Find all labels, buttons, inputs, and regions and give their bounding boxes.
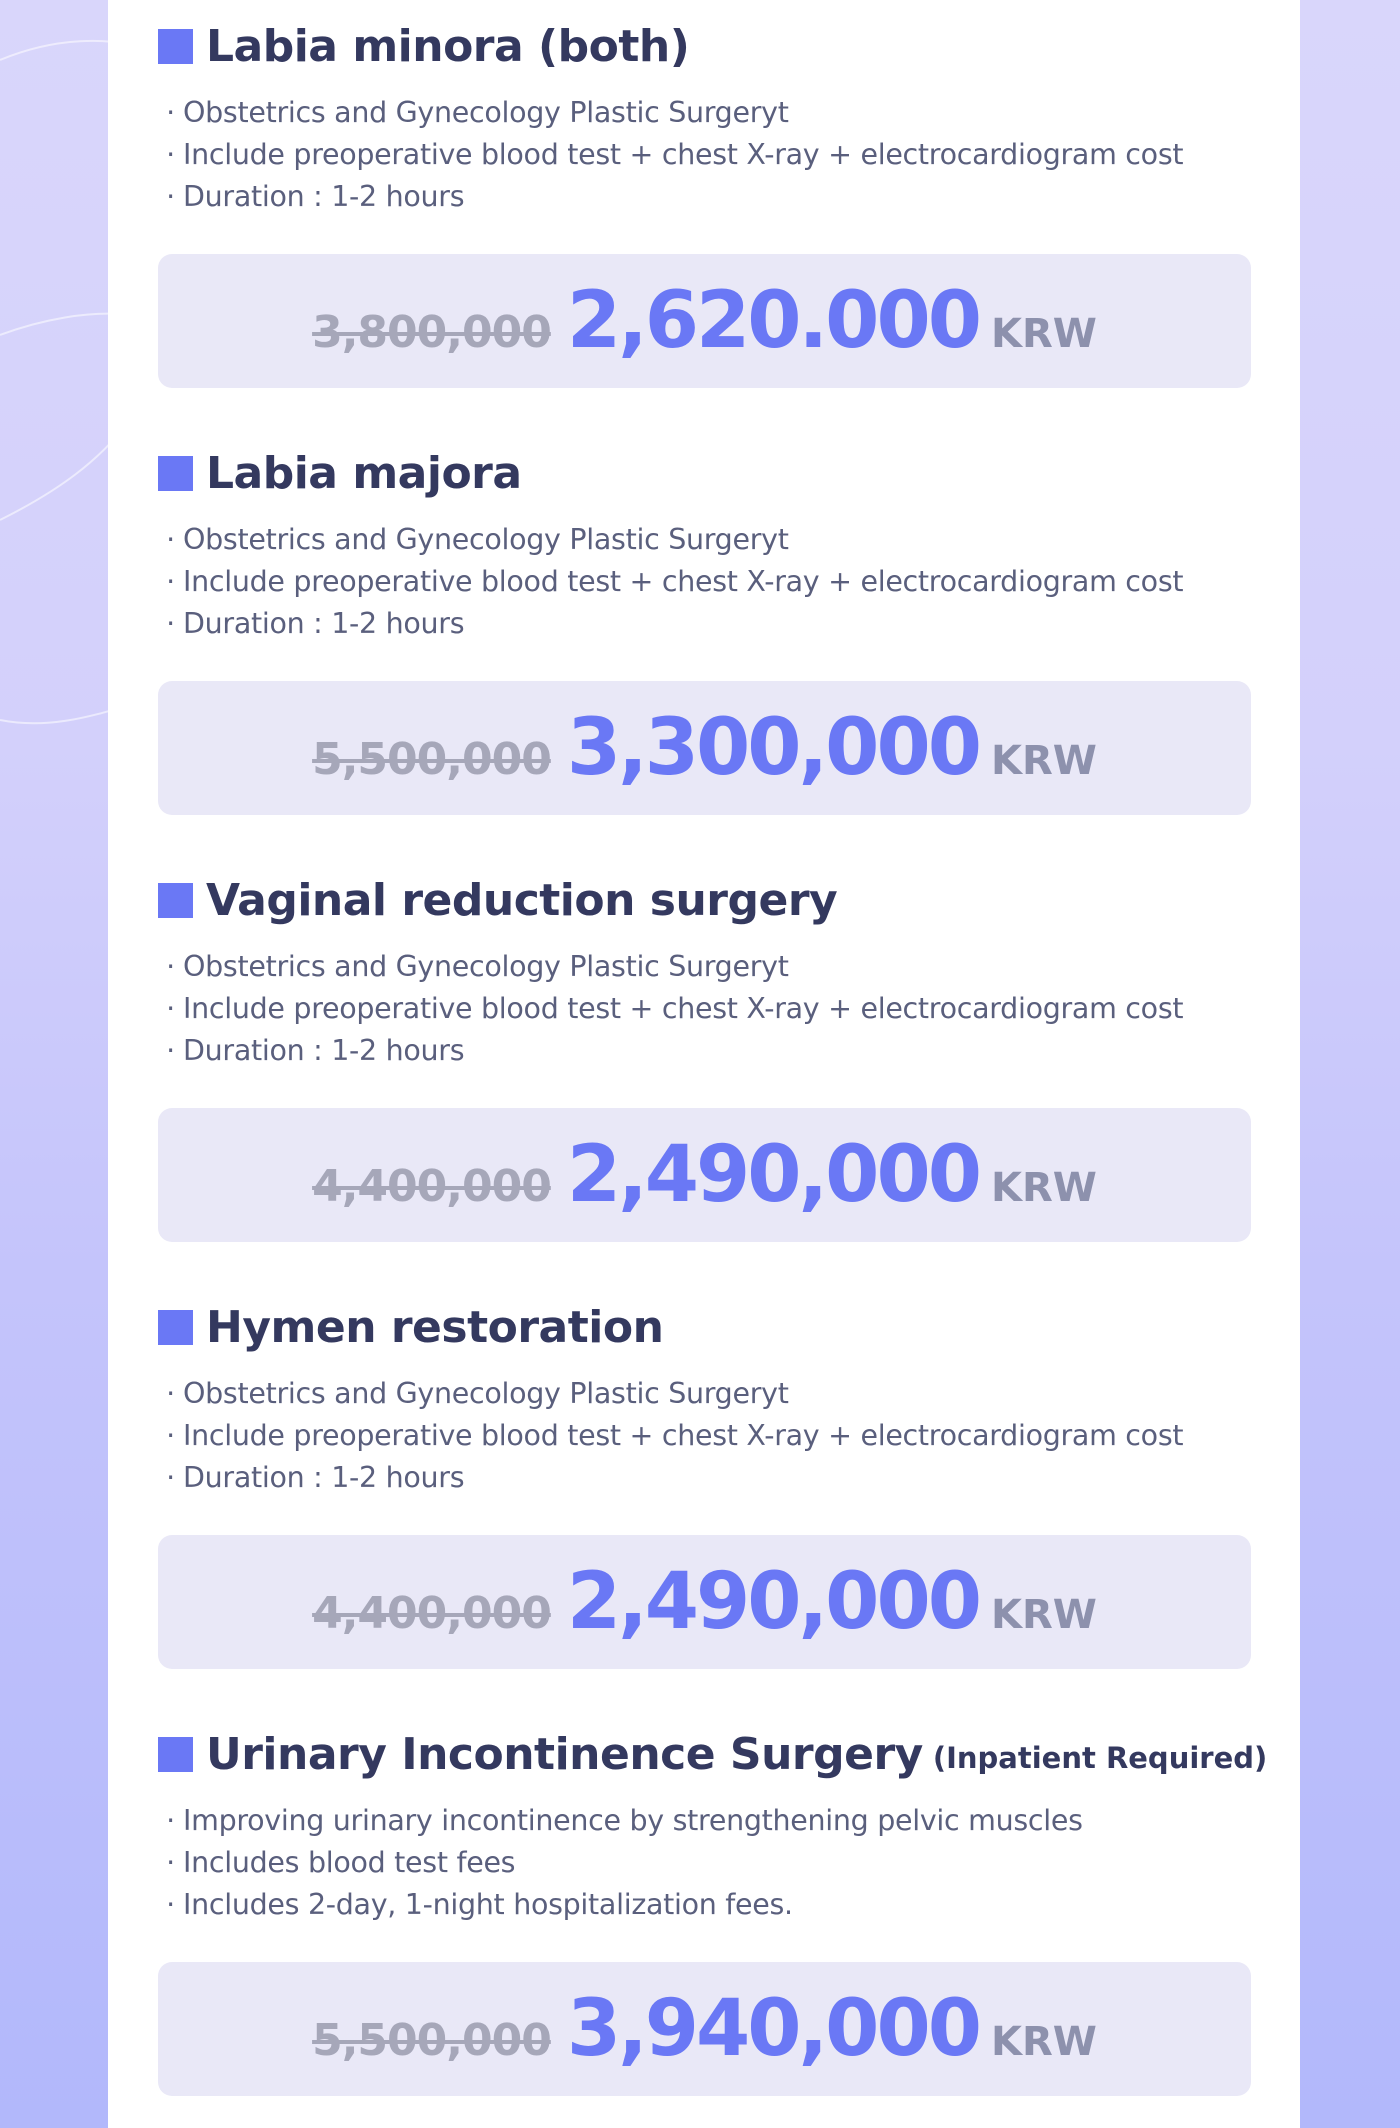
detail-item: [158, 1373, 1251, 1415]
detail-text: Duration : 1-2 hours: [183, 1034, 465, 1067]
procedure-section-labia-minora: [158, 16, 1251, 388]
dot-icon: ·: [166, 1377, 175, 1410]
detail-text: Improving urinary incontinence by strengthening pelvic muscles: [183, 1804, 1083, 1837]
price-list-panel: [108, 0, 1300, 2128]
detail-text: Obstetrics and Gynecology Plastic Surgeryt: [183, 96, 789, 129]
original-price: 4,400,000: [312, 1588, 551, 1639]
dot-icon: ·: [166, 565, 175, 598]
detail-text: Duration : 1-2 hours: [183, 180, 465, 213]
price-box: [158, 1535, 1251, 1669]
detail-item: [158, 176, 1251, 218]
detail-text: Obstetrics and Gynecology Plastic Surgeryt: [183, 950, 789, 983]
original-price: 3,800,000: [312, 307, 551, 358]
price-box: [158, 1108, 1251, 1242]
detail-text: Includes 2-day, 1-night hospitalization fees.: [183, 1888, 793, 1921]
section-header: [158, 870, 1251, 930]
section-header: [158, 16, 1251, 76]
dot-icon: ·: [166, 1804, 175, 1837]
detail-item: [158, 1800, 1251, 1842]
dot-icon: ·: [166, 96, 175, 129]
detail-item: [158, 519, 1251, 561]
detail-text: Include preoperative blood test + chest X-ray + electrocardiogram cost: [183, 992, 1184, 1025]
section-header: [158, 1724, 1268, 1784]
inpatient-note: (Inpatient Required): [932, 1741, 1268, 1775]
procedure-details: [158, 92, 1251, 218]
currency-label: KRW: [991, 738, 1097, 784]
dot-icon: ·: [166, 523, 175, 556]
price-box: [158, 254, 1251, 388]
discount-price: 2,490,000: [566, 1557, 979, 1647]
procedure-section-urinary-incontinence: [158, 1724, 1268, 2096]
section-header: [158, 1297, 1251, 1357]
dot-icon: ·: [166, 138, 175, 171]
currency-label: KRW: [991, 311, 1097, 357]
procedure-details: [158, 519, 1251, 645]
dot-icon: ·: [166, 1419, 175, 1452]
currency-label: KRW: [991, 2019, 1097, 2065]
procedure-title: Hymen restoration: [206, 1301, 664, 1353]
procedure-section-hymen-restoration: [158, 1297, 1251, 1669]
square-bullet-icon: [158, 1737, 193, 1772]
detail-text: Include preoperative blood test + chest X-ray + electrocardiogram cost: [183, 138, 1184, 171]
dot-icon: ·: [166, 992, 175, 1025]
detail-item: [158, 946, 1251, 988]
price-box: [158, 1962, 1251, 2096]
dot-icon: ·: [166, 180, 175, 213]
original-price: 4,400,000: [312, 1161, 551, 1212]
procedure-title: Labia majora: [206, 447, 522, 499]
original-price: 5,500,000: [312, 2015, 551, 2066]
square-bullet-icon: [158, 29, 193, 64]
procedure-title: Vaginal reduction surgery: [206, 874, 838, 926]
discount-price: 3,300,000: [566, 703, 979, 793]
currency-label: KRW: [991, 1592, 1097, 1638]
dot-icon: ·: [166, 1846, 175, 1879]
detail-text: Include preoperative blood test + chest X-ray + electrocardiogram cost: [183, 565, 1184, 598]
square-bullet-icon: [158, 456, 193, 491]
detail-item: [158, 1457, 1251, 1499]
detail-item: [158, 988, 1251, 1030]
currency-label: KRW: [991, 1165, 1097, 1211]
detail-item: [158, 1030, 1251, 1072]
procedure-section-labia-majora: [158, 443, 1251, 815]
detail-text: Duration : 1-2 hours: [183, 607, 465, 640]
discount-price: 2,490,000: [566, 1130, 979, 1220]
detail-text: Obstetrics and Gynecology Plastic Surgeryt: [183, 523, 789, 556]
procedure-title: Urinary Incontinence Surgery: [206, 1728, 923, 1780]
procedure-details: [158, 1800, 1251, 1926]
dot-icon: ·: [166, 607, 175, 640]
detail-text: Includes blood test fees: [183, 1846, 516, 1879]
dot-icon: ·: [166, 1888, 175, 1921]
dot-icon: ·: [166, 950, 175, 983]
detail-text: Include preoperative blood test + chest X-ray + electrocardiogram cost: [183, 1419, 1184, 1452]
detail-text: Obstetrics and Gynecology Plastic Surgeryt: [183, 1377, 789, 1410]
square-bullet-icon: [158, 1310, 193, 1345]
square-bullet-icon: [158, 883, 193, 918]
section-header: [158, 443, 1251, 503]
dot-icon: ·: [166, 1461, 175, 1494]
detail-item: [158, 134, 1251, 176]
price-box: [158, 681, 1251, 815]
detail-item: [158, 1884, 1251, 1926]
procedure-details: [158, 1373, 1251, 1499]
procedure-section-vaginal-reduction: [158, 870, 1251, 1242]
original-price: 5,500,000: [312, 734, 551, 785]
detail-item: [158, 561, 1251, 603]
discount-price: 3,940,000: [566, 1984, 979, 2074]
procedure-title: Labia minora (both): [206, 20, 690, 72]
detail-item: [158, 92, 1251, 134]
procedure-details: [158, 946, 1251, 1072]
dot-icon: ·: [166, 1034, 175, 1067]
detail-item: [158, 1842, 1251, 1884]
detail-text: Duration : 1-2 hours: [183, 1461, 465, 1494]
discount-price: 2,620.000: [566, 276, 979, 366]
detail-item: [158, 603, 1251, 645]
detail-item: [158, 1415, 1251, 1457]
